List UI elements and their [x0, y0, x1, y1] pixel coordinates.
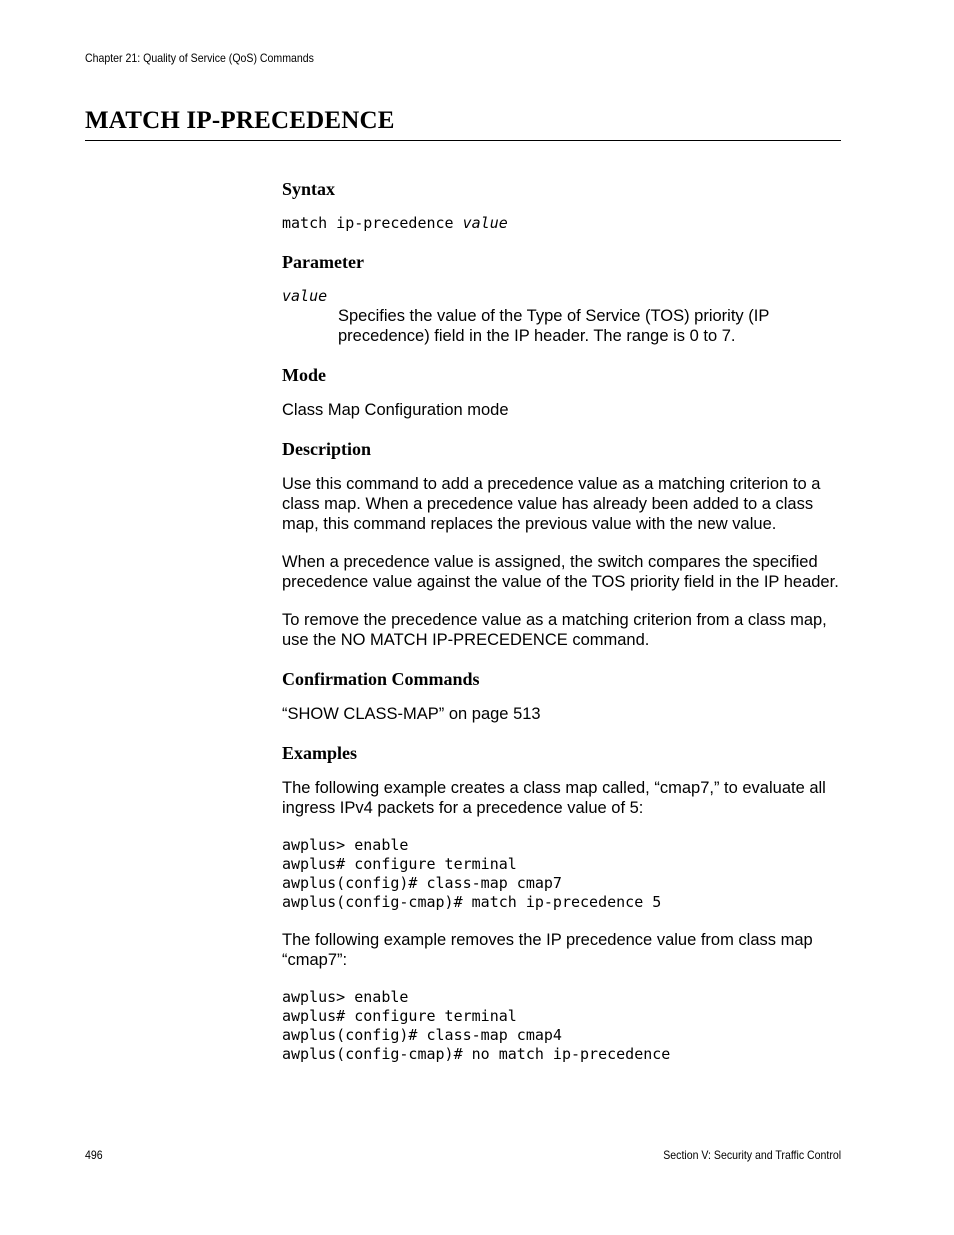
example-intro: The following example creates a class map called, “cmap7,” to evaluate all ingress IPv4 packets for a precedence value of 5: [282, 779, 826, 817]
code-line: awplus(config-cmap)# no match ip-precedence [282, 1045, 671, 1063]
examples-section [282, 742, 842, 1064]
mode-heading: Mode [282, 365, 326, 385]
code-example [282, 836, 842, 912]
mode-section [282, 364, 842, 420]
description-paragraph: When a precedence value is assigned, the switch compares the specified precedence value against the value of the TOS priority field in the IP header. [282, 553, 839, 591]
syntax-heading: Syntax [282, 179, 336, 199]
syntax-section [282, 178, 842, 233]
syntax-argument: value [462, 214, 508, 232]
code-line: awplus(config)# class-map cmap4 [282, 1026, 562, 1044]
description-paragraph: To remove the precedence value as a matching criterion from a class map, use the NO MATCH IP-PRECEDENCE command. [282, 611, 827, 649]
code-line: awplus> enable [282, 836, 409, 854]
command-content [282, 178, 842, 1064]
code-example [282, 988, 842, 1064]
running-footer: Section V: Security and Traffic Control [663, 1148, 841, 1162]
code-line: awplus# configure terminal [282, 1007, 517, 1025]
code-line: awplus(config-cmap)# match ip-precedence 5 [282, 893, 662, 911]
confirmation-section [282, 668, 842, 724]
mode-text: Class Map Configuration mode [282, 401, 509, 419]
description-paragraph: Use this command to add a precedence value as a matching criterion to a class map. When a precedence value has already been added to a class map, this command replaces the previous value with the new value. [282, 475, 821, 533]
example-intro: The following example removes the IP precedence value from class map “cmap7”: [282, 931, 813, 969]
syntax-command [282, 214, 842, 233]
confirmation-heading: Confirmation Commands [282, 669, 480, 689]
parameter-name: value [282, 287, 328, 305]
running-header: Chapter 21: Quality of Service (QoS) Commands [85, 51, 314, 65]
syntax-command-text: match ip-precedence [282, 214, 463, 232]
code-line: awplus# configure terminal [282, 855, 517, 873]
examples-heading: Examples [282, 743, 358, 763]
parameter-heading: Parameter [282, 252, 364, 272]
code-line: awplus(config)# class-map cmap7 [282, 874, 562, 892]
page-title: MATCH IP-PRECEDENCE [85, 106, 841, 141]
confirmation-link[interactable]: “SHOW CLASS-MAP” on page 513 [282, 705, 541, 723]
parameter-section [282, 251, 842, 346]
code-line: awplus> enable [282, 988, 409, 1006]
page-number: 496 [85, 1148, 103, 1162]
description-heading: Description [282, 439, 371, 459]
description-section [282, 438, 842, 650]
parameter-description: Specifies the value of the Type of Service (TOS) priority (IP precedence) field in the IP header. The range is 0 to 7. [338, 307, 770, 345]
